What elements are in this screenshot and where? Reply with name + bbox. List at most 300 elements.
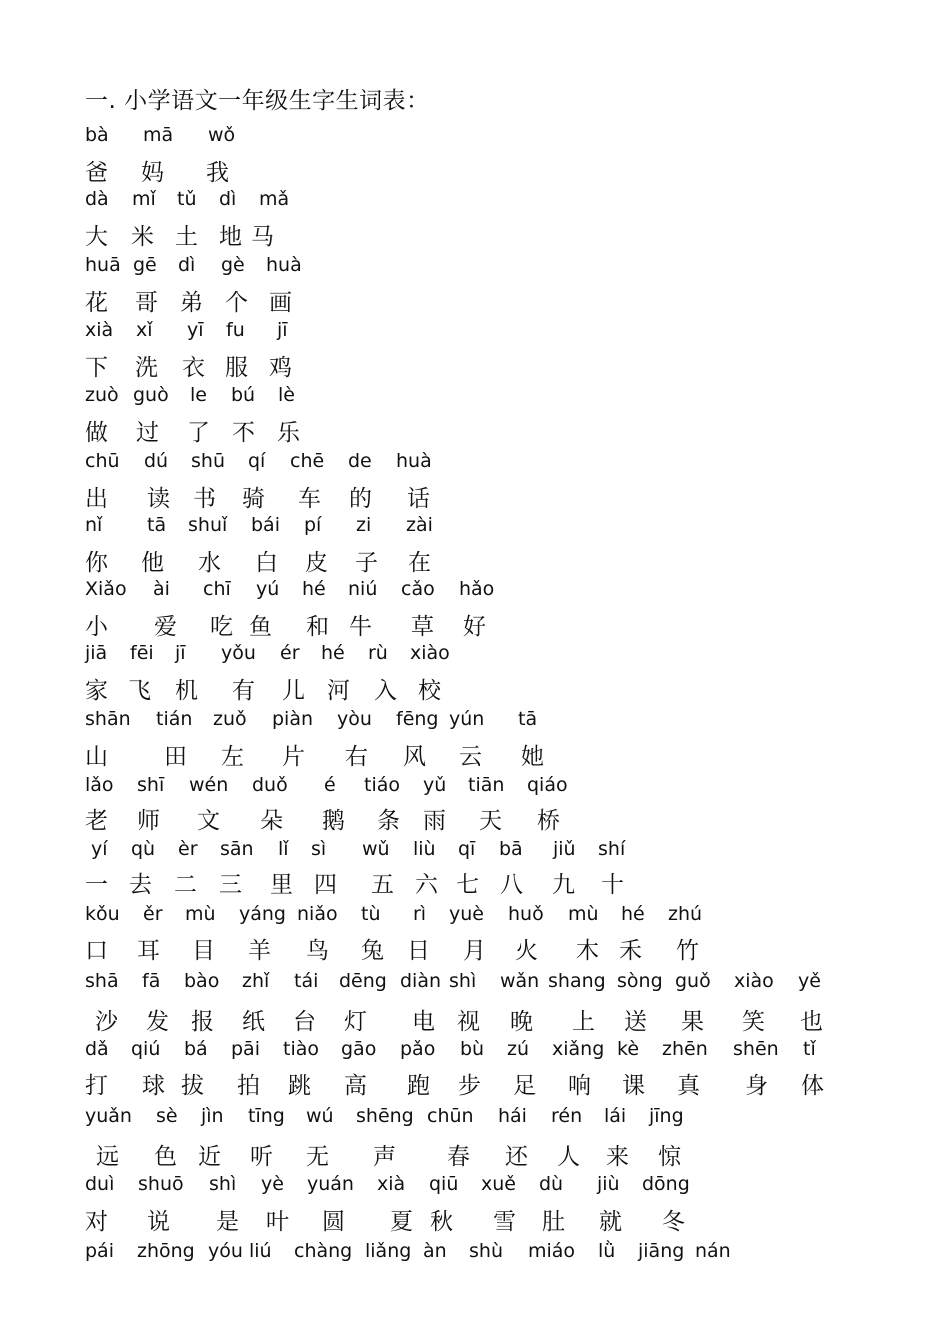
hanzi: 羊 (248, 938, 271, 964)
hanzi: 下 (85, 355, 108, 381)
pinyin: tā (147, 514, 167, 536)
hanzi: 耳 (137, 938, 160, 964)
hanzi: 送 (624, 1009, 647, 1035)
hanzi: 说 (147, 1209, 170, 1235)
pinyin: bà (85, 124, 109, 146)
pinyin: shuǐ (188, 514, 228, 536)
pinyin: miáo (528, 1240, 576, 1262)
pinyin: yè (261, 1173, 284, 1195)
hanzi: 不 (232, 420, 255, 446)
pinyin: diàn (400, 970, 442, 992)
pinyin: qí (248, 450, 266, 472)
pinyin: lè (278, 384, 295, 406)
pinyin: liù (413, 838, 436, 860)
pinyin: hé (621, 903, 645, 925)
pinyin: zài (406, 514, 433, 536)
pinyin: guò (133, 384, 169, 406)
pinyin: shā (85, 970, 119, 992)
pinyin: jiù (597, 1173, 620, 1195)
pinyin: chū (85, 450, 120, 472)
hanzi: 条 (377, 808, 400, 834)
pinyin: hé (321, 642, 345, 664)
hanzi: 目 (192, 938, 215, 964)
pinyin: tù (361, 903, 381, 925)
pinyin: dì (219, 188, 237, 210)
hanzi: 家 (85, 678, 108, 704)
pinyin: shì (449, 970, 477, 992)
pinyin: wén (189, 774, 229, 796)
pinyin: mù (185, 903, 216, 925)
pinyin: Xiǎo (85, 578, 127, 600)
pinyin: ài (153, 578, 170, 600)
pinyin: tiáo (364, 774, 400, 796)
pinyin: zhú (668, 903, 703, 925)
hanzi: 五 (371, 872, 394, 898)
hanzi: 电 (412, 1009, 435, 1035)
hanzi: 听 (250, 1144, 273, 1170)
pinyin: sì (311, 838, 327, 860)
pinyin: wǒ (208, 124, 236, 146)
hanzi: 竹 (676, 938, 699, 964)
hanzi: 雪 (493, 1209, 516, 1235)
pinyin: shang (548, 970, 606, 992)
hanzi: 步 (458, 1073, 481, 1099)
hanzi: 台 (293, 1009, 316, 1035)
pinyin: huà (396, 450, 432, 472)
hanzi: 四 (314, 872, 337, 898)
hanzi: 弟 (180, 290, 203, 316)
hanzi: 八 (500, 872, 523, 898)
hanzi: 响 (568, 1073, 591, 1099)
pinyin: wú (306, 1105, 334, 1127)
hanzi: 了 (187, 420, 210, 446)
hanzi: 叶 (266, 1209, 289, 1235)
pinyin: shì (209, 1173, 237, 1195)
hanzi: 地 (219, 224, 242, 250)
hanzi: 跳 (288, 1073, 311, 1099)
pinyin: pái (85, 1240, 114, 1262)
hanzi: 右 (345, 744, 368, 770)
hanzi: 惊 (658, 1144, 681, 1170)
hanzi: 木 (576, 938, 599, 964)
pinyin: zuò (85, 384, 119, 406)
pinyin: yǔ (423, 774, 447, 796)
pinyin: dēng (339, 970, 387, 992)
pinyin: tǐ (803, 1038, 816, 1060)
pinyin: bái (251, 514, 280, 536)
pinyin: sān (220, 838, 254, 860)
pinyin: niú (348, 578, 378, 600)
pinyin: shēn (733, 1038, 779, 1060)
pinyin: mā (143, 124, 174, 146)
pinyin: yòu (337, 708, 372, 730)
pinyin: àn (423, 1240, 447, 1262)
pinyin: fā (142, 970, 161, 992)
hanzi: 圆 (322, 1209, 345, 1235)
pinyin: kǒu (85, 903, 120, 925)
pinyin: jìn (201, 1105, 224, 1127)
hanzi: 画 (269, 290, 292, 316)
pinyin: qiū (429, 1173, 459, 1195)
pinyin: shuō (138, 1173, 184, 1195)
pinyin: huà (266, 254, 302, 276)
pinyin: mù (568, 903, 599, 925)
hanzi: 跑 (407, 1073, 430, 1099)
hanzi: 校 (418, 678, 441, 704)
pinyin: lǎo (85, 774, 114, 796)
hanzi: 水 (198, 550, 221, 576)
hanzi: 色 (154, 1144, 177, 1170)
hanzi: 拔 (181, 1073, 204, 1099)
pinyin: jiā (85, 642, 108, 664)
pinyin: shū (191, 450, 225, 472)
pinyin: huǒ (508, 903, 544, 925)
pinyin: zuǒ (213, 708, 247, 730)
hanzi: 服 (225, 355, 248, 381)
hanzi: 声 (373, 1144, 396, 1170)
hanzi: 爱 (154, 614, 177, 640)
pinyin: gāo (341, 1038, 377, 1060)
hanzi: 九 (552, 872, 575, 898)
hanzi: 朵 (260, 808, 283, 834)
pinyin: jī (175, 642, 186, 664)
pinyin: dù (539, 1173, 564, 1195)
pinyin: hǎo (459, 578, 495, 600)
hanzi: 果 (681, 1009, 704, 1035)
pinyin: liǎng (365, 1240, 412, 1262)
hanzi: 做 (85, 420, 108, 446)
pinyin: xiǎng (552, 1038, 605, 1060)
pinyin: shān (85, 708, 131, 730)
hanzi: 冬 (662, 1209, 685, 1235)
hanzi: 报 (191, 1009, 214, 1035)
pinyin: yuè (449, 903, 484, 925)
pinyin: gè (221, 254, 245, 276)
hanzi: 个 (225, 290, 248, 316)
pinyin: pǎo (400, 1038, 436, 1060)
pinyin: niǎo (297, 903, 338, 925)
pinyin: pí (304, 514, 322, 536)
hanzi: 文 (197, 808, 220, 834)
hanzi: 有 (232, 678, 255, 704)
pinyin: ér (280, 642, 300, 664)
pinyin: rù (368, 642, 388, 664)
hanzi: 身 (745, 1073, 768, 1099)
hanzi: 山 (85, 744, 108, 770)
pinyin: zú (507, 1038, 530, 1060)
pinyin: xià (377, 1173, 406, 1195)
hanzi: 云 (459, 744, 482, 770)
hanzi: 在 (408, 550, 431, 576)
hanzi: 好 (463, 614, 486, 640)
hanzi: 来 (606, 1144, 629, 1170)
pinyin: duǒ (252, 774, 288, 796)
hanzi: 片 (282, 744, 305, 770)
hanzi: 哥 (135, 290, 158, 316)
pinyin: mǐ (132, 188, 156, 210)
pinyin: é (324, 774, 336, 796)
pinyin: chàng (294, 1240, 353, 1262)
hanzi: 鸡 (269, 355, 292, 381)
pinyin: duì (85, 1173, 115, 1195)
hanzi: 灯 (344, 1009, 367, 1035)
hanzi: 鸟 (306, 938, 329, 964)
pinyin: nán (695, 1240, 731, 1262)
hanzi: 衣 (182, 355, 205, 381)
pinyin: yóu (208, 1240, 243, 1262)
hanzi: 过 (136, 420, 159, 446)
pinyin: rì (413, 903, 427, 925)
hanzi: 兔 (361, 938, 384, 964)
hanzi: 视 (457, 1009, 480, 1035)
pinyin: tǔ (177, 188, 197, 210)
pinyin: yī (187, 319, 204, 341)
hanzi: 十 (601, 872, 624, 898)
hanzi: 人 (557, 1144, 580, 1170)
hanzi: 足 (513, 1073, 536, 1099)
pinyin: kè (617, 1038, 640, 1060)
hanzi: 米 (131, 224, 154, 250)
hanzi: 小 (85, 614, 108, 640)
pinyin: yǒu (221, 642, 256, 664)
hanzi: 草 (411, 614, 434, 640)
pinyin: fēng (396, 708, 439, 730)
hanzi: 左 (221, 744, 244, 770)
pinyin: lǜ (598, 1240, 616, 1262)
pinyin: dú (144, 450, 169, 472)
hanzi: 七 (456, 872, 479, 898)
pinyin: bá (184, 1038, 208, 1060)
hanzi: 近 (198, 1144, 221, 1170)
pinyin: tái (294, 970, 319, 992)
hanzi: 师 (137, 808, 160, 834)
pinyin: qiú (131, 1038, 161, 1060)
hanzi: 洗 (135, 355, 158, 381)
hanzi: 风 (403, 744, 426, 770)
hanzi: 老 (85, 808, 108, 834)
pinyin: fu (226, 319, 245, 341)
pinyin: shí (598, 838, 626, 860)
pinyin: chūn (427, 1105, 474, 1127)
pinyin: zhēn (662, 1038, 708, 1060)
hanzi: 白 (255, 550, 278, 576)
pinyin: zhōng (137, 1240, 195, 1262)
page-title: 一. 小学语文一年级生字生词表： (85, 88, 430, 114)
hanzi: 她 (521, 744, 544, 770)
pinyin: fēi (130, 642, 154, 664)
hanzi: 马 (251, 224, 274, 250)
hanzi: 拍 (237, 1073, 260, 1099)
pinyin: sè (156, 1105, 178, 1127)
hanzi: 河 (327, 678, 350, 704)
hanzi: 飞 (128, 678, 151, 704)
pinyin: zhǐ (242, 970, 270, 992)
pinyin: xuě (481, 1173, 516, 1195)
pinyin: huā (85, 254, 121, 276)
hanzi: 爸 (85, 160, 108, 186)
hanzi: 儿 (282, 678, 305, 704)
hanzi: 鹅 (322, 808, 345, 834)
pinyin: dōng (642, 1173, 690, 1195)
pinyin: ěr (143, 903, 163, 925)
hanzi: 皮 (305, 550, 328, 576)
hanzi: 一 (85, 872, 108, 898)
pinyin: tiào (283, 1038, 319, 1060)
hanzi: 六 (415, 872, 438, 898)
pinyin: yáng (239, 903, 286, 925)
pinyin: dì (178, 254, 196, 276)
pinyin: wǎn (500, 970, 540, 992)
hanzi: 大 (85, 224, 108, 250)
pinyin: piàn (272, 708, 314, 730)
pinyin: shī (137, 774, 165, 796)
pinyin: yuǎn (85, 1105, 132, 1127)
pinyin: tā (518, 708, 538, 730)
hanzi: 我 (206, 160, 229, 186)
hanzi: 是 (216, 1209, 239, 1235)
hanzi: 入 (374, 678, 397, 704)
hanzi: 牛 (349, 614, 372, 640)
hanzi: 月 (463, 938, 486, 964)
pinyin: yí (91, 838, 108, 860)
hanzi: 夏 (390, 1209, 413, 1235)
hanzi: 对 (85, 1209, 108, 1235)
hanzi: 也 (800, 1009, 823, 1035)
hanzi: 口 (85, 938, 108, 964)
pinyin: xiào (734, 970, 774, 992)
pinyin: chē (290, 450, 325, 472)
hanzi: 就 (599, 1209, 622, 1235)
hanzi: 乐 (277, 420, 300, 446)
pinyin: mǎ (259, 188, 290, 210)
hanzi: 桥 (537, 808, 560, 834)
hanzi: 晚 (510, 1009, 533, 1035)
hanzi: 话 (407, 486, 430, 512)
pinyin: gē (133, 254, 157, 276)
hanzi: 日 (407, 938, 430, 964)
hanzi: 花 (85, 290, 108, 316)
pinyin: de (348, 450, 372, 472)
pinyin: jīng (649, 1105, 684, 1127)
hanzi: 真 (677, 1073, 700, 1099)
pinyin: bù (460, 1038, 485, 1060)
hanzi: 上 (572, 1009, 595, 1035)
hanzi: 火 (515, 938, 538, 964)
pinyin: dà (85, 188, 109, 210)
hanzi: 的 (349, 486, 372, 512)
hanzi: 二 (174, 872, 197, 898)
pinyin: liú (249, 1240, 272, 1262)
pinyin: shù (469, 1240, 503, 1262)
hanzi: 骑 (242, 486, 265, 512)
pinyin: qī (458, 838, 476, 860)
pinyin: xǐ (136, 319, 153, 341)
hanzi: 土 (175, 224, 198, 250)
pinyin: shēng (356, 1105, 414, 1127)
hanzi: 天 (479, 808, 502, 834)
hanzi: 打 (85, 1073, 108, 1099)
pinyin: yě (798, 970, 821, 992)
hanzi: 书 (193, 486, 216, 512)
hanzi: 你 (85, 550, 108, 576)
hanzi: 球 (142, 1073, 165, 1099)
hanzi: 去 (129, 872, 152, 898)
pinyin: tián (156, 708, 193, 730)
pinyin: xiào (410, 642, 450, 664)
hanzi: 和 (306, 614, 329, 640)
pinyin: jiǔ (553, 838, 576, 860)
pinyin: tīng (248, 1105, 285, 1127)
hanzi: 鱼 (249, 614, 272, 640)
hanzi: 纸 (242, 1009, 265, 1035)
hanzi: 雨 (423, 808, 446, 834)
hanzi: 沙 (95, 1009, 118, 1035)
pinyin: bào (184, 970, 220, 992)
hanzi: 田 (164, 744, 187, 770)
hanzi: 他 (141, 550, 164, 576)
hanzi: 妈 (141, 160, 164, 186)
pinyin: yún (449, 708, 485, 730)
pinyin: dǎ (85, 1038, 109, 1060)
hanzi: 读 (147, 486, 170, 512)
hanzi: 笑 (742, 1009, 765, 1035)
pinyin: tiān (468, 774, 505, 796)
hanzi: 吃 (210, 614, 233, 640)
pinyin: èr (178, 838, 198, 860)
pinyin: yuán (307, 1173, 354, 1195)
hanzi: 肚 (542, 1209, 565, 1235)
pinyin: wǔ (362, 838, 390, 860)
pinyin: yú (256, 578, 280, 600)
hanzi: 远 (96, 1144, 119, 1170)
hanzi: 高 (344, 1073, 367, 1099)
hanzi: 三 (219, 872, 242, 898)
hanzi: 车 (298, 486, 321, 512)
pinyin: bú (231, 384, 256, 406)
hanzi: 发 (146, 1009, 169, 1035)
hanzi: 禾 (619, 938, 642, 964)
hanzi: 体 (801, 1073, 824, 1099)
hanzi: 无 (306, 1144, 329, 1170)
pinyin: nǐ (85, 514, 103, 536)
pinyin: sòng (617, 970, 663, 992)
pinyin: guǒ (675, 970, 711, 992)
pinyin: qiáo (527, 774, 568, 796)
hanzi: 秋 (430, 1209, 453, 1235)
pinyin: hé (302, 578, 326, 600)
pinyin: chī (203, 578, 231, 600)
pinyin: le (190, 384, 207, 406)
hanzi: 机 (175, 678, 198, 704)
hanzi: 出 (85, 486, 108, 512)
hanzi: 子 (355, 550, 378, 576)
pinyin: jiāng (638, 1240, 685, 1262)
pinyin: xià (85, 319, 114, 341)
pinyin: jī (277, 319, 288, 341)
hanzi: 春 (447, 1144, 470, 1170)
hanzi: 里 (270, 872, 293, 898)
pinyin: zi (356, 514, 372, 536)
hanzi: 课 (622, 1073, 645, 1099)
pinyin: lǐ (278, 838, 289, 860)
pinyin: qù (131, 838, 156, 860)
pinyin: bā (499, 838, 523, 860)
pinyin: pāi (231, 1038, 260, 1060)
pinyin: cǎo (401, 578, 435, 600)
pinyin: rén (551, 1105, 583, 1127)
pinyin: lái (604, 1105, 627, 1127)
hanzi: 还 (505, 1144, 528, 1170)
